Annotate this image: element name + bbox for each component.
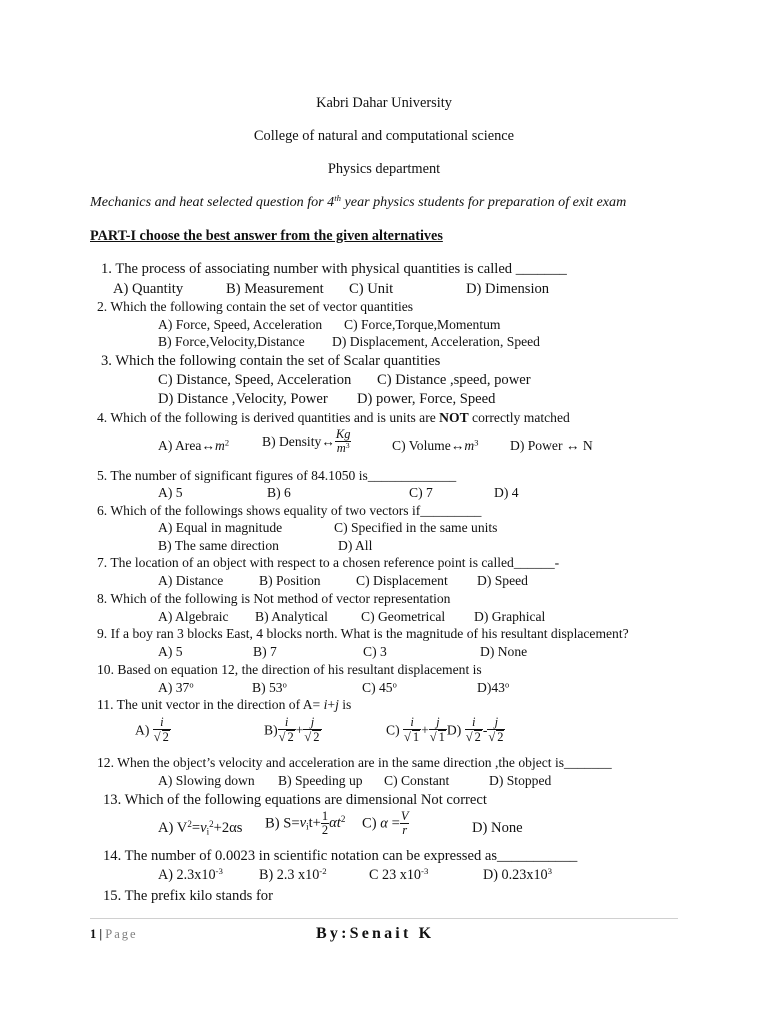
q8-option-c: C) Geometrical bbox=[361, 609, 446, 624]
q2-option-a: A) Force, Speed, Acceleration bbox=[158, 317, 323, 332]
footer-divider bbox=[90, 918, 678, 919]
question-5: 5. The number of significant figures of 84.1050 is_____________ bbox=[97, 468, 457, 483]
q14-option-c: C 23 $x10^{-3}$ bbox=[369, 866, 429, 883]
q11-option-c-d: C) $\frac{i}{√ 1}$ + $\frac{j}{√ 1}$ D) $\frac{i}{√ 2}$ - $\frac{j}{√ 2}$ bbox=[386, 715, 504, 745]
q5-option-c: C) 7 bbox=[409, 485, 433, 500]
q10-option-b: B) 53$^o$ bbox=[252, 679, 287, 695]
q11-option-a: A) $\frac{i}{√ 2}$ bbox=[135, 715, 169, 745]
college-name: College of natural and computational science bbox=[253, 128, 515, 144]
q4-option-b: B) Density↔ $\frac{Kg}{m^3}$ bbox=[262, 427, 351, 456]
department-name: Physics department bbox=[327, 161, 441, 177]
q8-option-a: A) Algebraic bbox=[158, 609, 229, 624]
q6-option-a: A) Equal in magnitude bbox=[158, 520, 283, 535]
q4-option-a: A) $Area\leftrightarrow m^2$ bbox=[158, 437, 230, 453]
q4-option-c: C) $Volume\leftrightarrow m^3$ bbox=[392, 437, 479, 453]
q6-option-b: B) The same direction bbox=[158, 538, 279, 553]
q7-option-b: B) Position bbox=[259, 573, 321, 588]
question-8: 8. Which of the following is Not method of vector representation bbox=[97, 591, 451, 606]
q14-option-d: D) $0.23x10^3$ bbox=[483, 866, 553, 883]
question-9: 9. If a boy ran 3 blocks East, 4 blocks north. What is the magnitude of his resultant displacement? bbox=[97, 626, 629, 641]
exam-subtitle: Mechanics and heat selected question for 4th year physics students for preparation of exit exam bbox=[90, 193, 627, 210]
question-12: 12. When the object’s velocity and acceleration are in the same direction ,the object is_______ bbox=[97, 755, 612, 770]
q11-option-b: B) $\frac{i}{√ 2}$ + $\frac{j}{√ 2}$ bbox=[264, 715, 320, 745]
q10-option-a: A) 37$^o$ bbox=[158, 679, 194, 695]
q2-option-b: B) Force,Velocity,Distance bbox=[158, 334, 305, 349]
q1-option-c: C) Unit bbox=[349, 281, 394, 297]
question-3: 3. Which the following contain the set of Scalar quantities bbox=[101, 353, 441, 369]
question-1: 1. The process of associating number with physical quantities is called _______ bbox=[101, 261, 567, 277]
q6-option-d: D) All bbox=[338, 538, 373, 553]
q9-option-d: D) None bbox=[480, 644, 528, 659]
q9-option-c: C) 3 bbox=[363, 644, 387, 659]
q3-option-d2: D) power, Force, Speed bbox=[357, 391, 496, 407]
q8-option-b: B) Analytical bbox=[255, 609, 328, 624]
question-13: 13. Which of the following equations are dimensional Not correct bbox=[103, 792, 487, 808]
q1-option-a: A) Quantity bbox=[113, 281, 184, 297]
q13-option-a: A) $V^2=v_i^2+2\alpha s$ bbox=[158, 819, 243, 837]
q1-option-b: B) Measurement bbox=[226, 281, 324, 297]
q9-option-b: B) 7 bbox=[253, 644, 277, 659]
q2-option-c: C) Force,Torque,Momentum bbox=[344, 317, 501, 332]
question-4: 4. Which of the following is derived quantities and is units are NOT correctly matched bbox=[97, 410, 570, 425]
q13-option-b: B) $S=v_it+$ $\frac{1}{2}$ $\alpha t^2$ bbox=[265, 809, 346, 838]
q5-option-b: B) 6 bbox=[267, 485, 291, 500]
q14-option-b: B) 2.3 $x10^{-2}$ bbox=[259, 866, 327, 883]
question-10: 10. Based on equation 12, the direction of his resultant displacement is bbox=[97, 662, 482, 677]
q13-option-c: C) α = $\frac{V}{r}$ bbox=[362, 809, 409, 838]
question-6: 6. Which of the followings shows equality of two vectors if_________ bbox=[97, 503, 482, 518]
q7-option-a: A) Distance bbox=[158, 573, 224, 588]
q12-option-a: A) Slowing down bbox=[158, 773, 255, 788]
q1-option-d: D) Dimension bbox=[466, 281, 550, 297]
q12-option-d: D) Stopped bbox=[489, 773, 552, 788]
q13-option-d: D) None bbox=[472, 820, 523, 836]
q8-option-d: D) Graphical bbox=[474, 609, 546, 624]
q2-option-d: D) Displacement, Acceleration, Speed bbox=[332, 334, 540, 349]
q12-option-c: C) Constant bbox=[384, 773, 450, 788]
question-15: 15. The prefix kilo stands for bbox=[103, 888, 273, 904]
q14-option-a: A) $2.3x10^{-3}$ bbox=[158, 866, 223, 883]
q3-option-d: D) Distance ,Velocity, Power bbox=[158, 391, 328, 407]
q3-option-c2: C) Distance ,speed, power bbox=[377, 372, 531, 388]
q10-option-d: D)43$^o$ bbox=[477, 679, 510, 695]
q5-option-a: A) 5 bbox=[158, 485, 183, 500]
author-credit: By:Senait K bbox=[316, 925, 435, 942]
q6-option-c: C) Specified in the same units bbox=[334, 520, 498, 535]
q10-option-c: C) 45$^o$ bbox=[362, 679, 397, 695]
question-11: 11. The unit vector in the direction of A= i+j is bbox=[97, 697, 352, 712]
q7-option-c: C) Displacement bbox=[356, 573, 448, 588]
part-heading: PART-I choose the best answer from the given alternatives bbox=[90, 228, 443, 244]
q12-option-b: B) Speeding up bbox=[278, 773, 363, 788]
question-2: 2. Which the following contain the set of vector quantities bbox=[97, 299, 414, 314]
question-7: 7. The location of an object with respect to a chosen reference point is called______- bbox=[97, 555, 560, 570]
q7-option-d: D) Speed bbox=[477, 573, 528, 588]
q5-option-d: D) 4 bbox=[494, 485, 519, 500]
university-name: Kabri Dahar University bbox=[316, 95, 452, 111]
question-14: 14. The number of 0.0023 in scientific notation can be expressed as___________ bbox=[103, 848, 578, 864]
q9-option-a: A) 5 bbox=[158, 644, 183, 659]
page-number: 1 | Page bbox=[90, 927, 138, 941]
q4-option-d: D) Power ↔ N bbox=[510, 438, 593, 453]
q3-option-c: C) Distance, Speed, Acceleration bbox=[158, 372, 352, 388]
